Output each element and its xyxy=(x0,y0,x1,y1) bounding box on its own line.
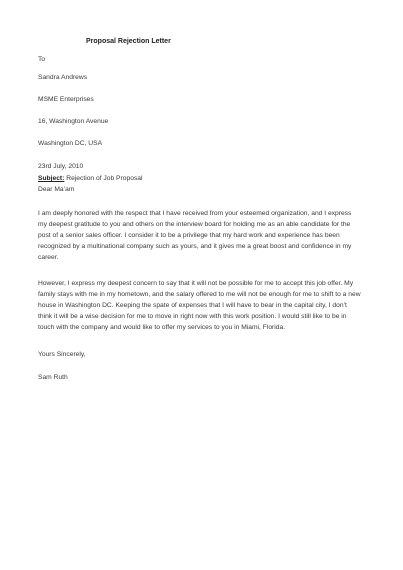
letter-date: 23rd July, 2010 xyxy=(38,163,84,170)
subject-label: Subject: xyxy=(38,175,65,182)
paragraph-2 xyxy=(38,278,364,333)
subject-text: Rejection of Job Proposal xyxy=(64,175,143,182)
to-label: To xyxy=(38,56,46,63)
letter-title: Proposal Rejection Letter xyxy=(86,38,171,45)
paragraph-line: career. xyxy=(38,254,59,261)
paragraph-line: family stays with me in my hometown, and the salary offered to me will not be enough for me to shift to a new xyxy=(38,291,361,298)
recipient-street: 16, Washington Avenue xyxy=(38,118,109,125)
signature-name: Sam Ruth xyxy=(38,374,68,381)
paragraph-line: However, I express my deepest concern to say that it will not be possible for me to accept this job offer. My xyxy=(38,280,354,287)
paragraph-line: house in Washington DC. Keeping the spate of expenses that I will have to bear in the capital city, I don’t xyxy=(38,302,347,309)
salutation: Dear Ma’am xyxy=(38,186,75,193)
recipient-company: MSME Enterprises xyxy=(38,96,94,103)
recipient-name: Sandra Andrews xyxy=(38,74,88,81)
paragraph-1 xyxy=(38,208,364,263)
closing: Yours Sincerely, xyxy=(38,351,86,358)
paragraph-line: touch with the company and would like to offer my services to you in Miami, Florida. xyxy=(38,324,286,331)
paragraph-line: think it will be a wise decision for me to move in right now with this work position. I would still like to be in xyxy=(38,313,347,320)
paragraph-line: I am deeply honored with the respect that I have received from your esteemed organization, and I express xyxy=(38,210,352,217)
paragraph-line: my deepest gratitude to you and others on the interview board for holding me as an able candidate for the xyxy=(38,221,351,228)
paragraph-line: post of a senior sales officer. I consider it to be a privilege that my hard work and experience has been xyxy=(38,232,340,239)
recipient-city: Washington DC, USA xyxy=(38,140,103,147)
subject-line xyxy=(38,174,142,183)
paragraph-line: recognized by a multinational company such as yours, and it gives me a great boost and confidence in my xyxy=(38,243,352,250)
